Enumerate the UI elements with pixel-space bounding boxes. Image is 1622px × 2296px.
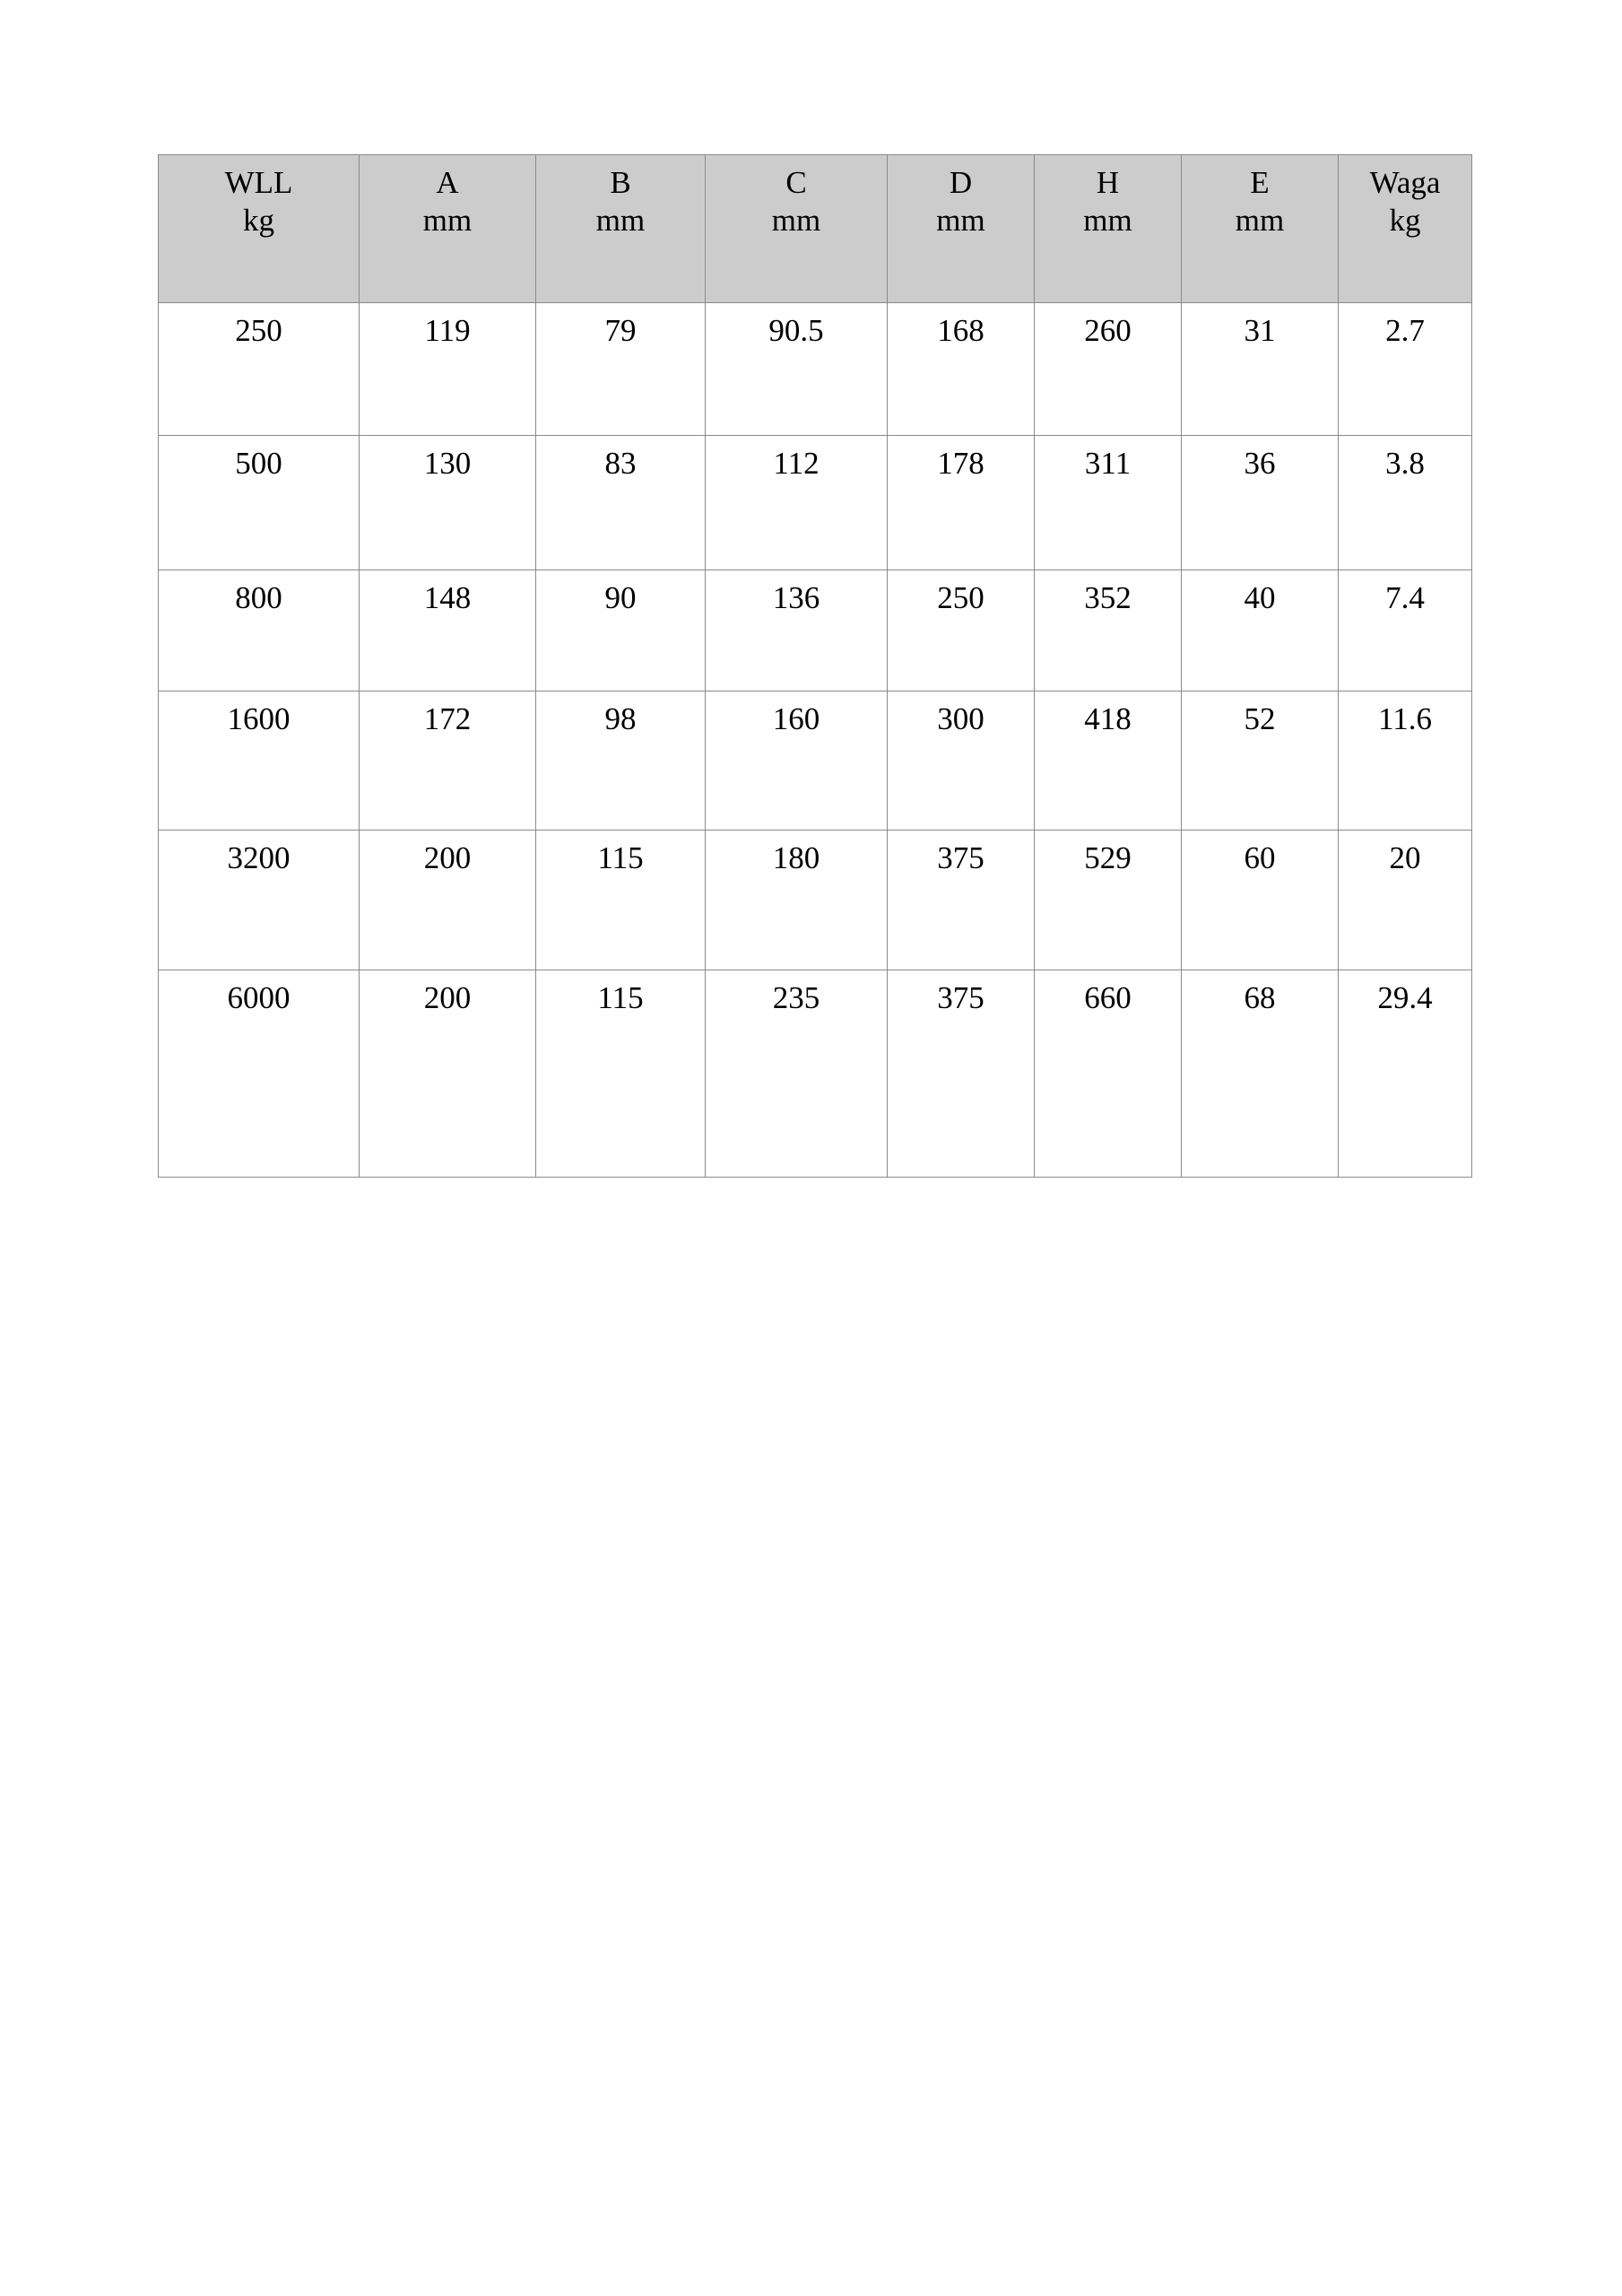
header-label: WLL: [224, 165, 293, 200]
header-cell-c: [706, 155, 888, 303]
header-unit: mm: [771, 203, 821, 238]
table-cell: 311: [1035, 436, 1182, 570]
table-cell: 11.6: [1339, 691, 1472, 831]
table-row: [159, 831, 1472, 970]
table-cell: 40: [1182, 570, 1339, 691]
table-cell: 180: [706, 831, 888, 970]
table-cell: 250: [888, 570, 1035, 691]
table-cell: 2.7: [1339, 303, 1472, 436]
table-cell: 200: [360, 970, 536, 1178]
table-cell: 200: [360, 831, 536, 970]
table-cell: 178: [888, 436, 1035, 570]
table-cell: 352: [1035, 570, 1182, 691]
table-cell: 660: [1035, 970, 1182, 1178]
header-cell-wll: [159, 155, 360, 303]
table-cell: 3.8: [1339, 436, 1472, 570]
table-cell: 375: [888, 831, 1035, 970]
header-row: [159, 155, 1472, 303]
header-unit: mm: [1083, 203, 1132, 238]
specification-table: [158, 154, 1472, 1178]
header-cell-a: [360, 155, 536, 303]
table-cell: 119: [360, 303, 536, 436]
header-label: Waga: [1369, 165, 1441, 200]
header-label: C: [785, 165, 807, 200]
table-cell: 90: [536, 570, 706, 691]
table-row: [159, 691, 1472, 831]
table-cell: 20: [1339, 831, 1472, 970]
table-cell: 98: [536, 691, 706, 831]
table-cell: 500: [159, 436, 360, 570]
header-unit: mm: [1235, 203, 1285, 238]
table-cell: 168: [888, 303, 1035, 436]
table-cell: 7.4: [1339, 570, 1472, 691]
header-label: B: [610, 165, 631, 200]
table-cell: 52: [1182, 691, 1339, 831]
table-cell: 90.5: [706, 303, 888, 436]
header-unit: mm: [595, 203, 646, 238]
table-row: [159, 303, 1472, 436]
table-row: [159, 436, 1472, 570]
table-cell: 83: [536, 436, 706, 570]
header-label: A: [436, 165, 459, 200]
table-cell: 115: [536, 970, 706, 1178]
table-cell: 130: [360, 436, 536, 570]
table-cell: 235: [706, 970, 888, 1178]
header-cell-waga: [1339, 155, 1472, 303]
table-cell: 115: [536, 831, 706, 970]
table-cell: 529: [1035, 831, 1182, 970]
header-label: D: [949, 165, 973, 200]
header-cell-h: [1035, 155, 1182, 303]
table-cell: 112: [706, 436, 888, 570]
table-cell: 418: [1035, 691, 1182, 831]
table-cell: 60: [1182, 831, 1339, 970]
table-cell: 160: [706, 691, 888, 831]
table-cell: 6000: [159, 970, 360, 1178]
header-cell-b: [536, 155, 706, 303]
table-cell: 250: [159, 303, 360, 436]
table-cell: 68: [1182, 970, 1339, 1178]
table-row: [159, 970, 1472, 1178]
header-label: H: [1096, 165, 1120, 200]
table-cell: 3200: [159, 831, 360, 970]
table-cell: 800: [159, 570, 360, 691]
table-cell: 136: [706, 570, 888, 691]
table-cell: 260: [1035, 303, 1182, 436]
table-cell: 375: [888, 970, 1035, 1178]
table-row: [159, 570, 1472, 691]
table-cell: 31: [1182, 303, 1339, 436]
header-unit: kg: [1389, 203, 1421, 238]
table-cell: 172: [360, 691, 536, 831]
table-cell: 29.4: [1339, 970, 1472, 1178]
table-cell: 148: [360, 570, 536, 691]
header-unit: mm: [422, 203, 473, 238]
table-cell: 1600: [159, 691, 360, 831]
header-cell-e: [1182, 155, 1339, 303]
table-cell: 36: [1182, 436, 1339, 570]
header-cell-d: [888, 155, 1035, 303]
header-label: E: [1250, 165, 1270, 200]
header-unit: mm: [936, 203, 985, 238]
header-unit: kg: [243, 203, 274, 238]
table-cell: 79: [536, 303, 706, 436]
table-cell: 300: [888, 691, 1035, 831]
